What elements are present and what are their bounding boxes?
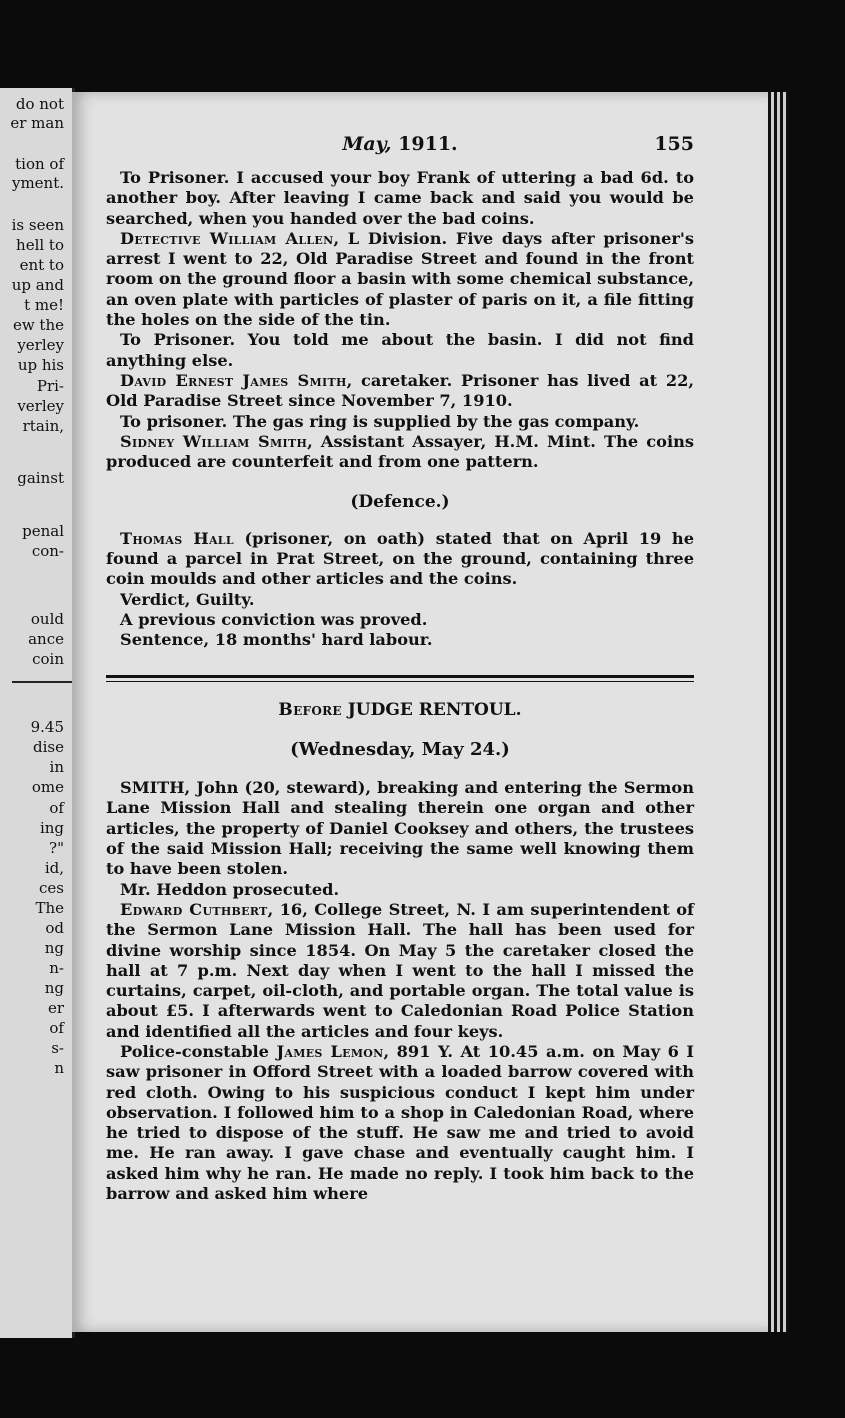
facing-page-fragment: in — [49, 758, 64, 776]
sentence: Sentence, 18 months' hard labour. — [120, 630, 433, 650]
facing-page-fragment: ng — [44, 979, 64, 997]
facing-page-fragment: of — [49, 799, 64, 817]
facing-page-fragment: hell to — [16, 236, 64, 254]
paragraph: To prisoner. The gas ring is supplied by the gas company. — [120, 411, 640, 431]
facing-page-fragment: of — [49, 1019, 64, 1037]
facing-page-fragment: ?" — [49, 839, 64, 857]
facing-page-rule — [12, 681, 72, 683]
prosecutor: Mr. Heddon prosecuted. — [120, 879, 340, 899]
divider-thick — [106, 675, 694, 678]
facing-page-fragment: er — [47, 999, 64, 1017]
facing-page-fragment: dise — [33, 738, 64, 756]
facing-page-fragment: The — [35, 899, 64, 917]
court-heading: Before JUDGE RENTOUL. — [278, 699, 522, 720]
case-heading: SMITH, John (20, steward), breaking and entering the Sermon Lane Mission Hall and stealing therein one organ and other articles, the property of Daniel Cooksey and others, the trustees of the said Mission Hall; receiving the same well knowing them to have been stolen. — [106, 778, 694, 879]
book-page — [72, 92, 772, 1332]
divider-thin — [106, 681, 694, 682]
facing-page-fragment: t me! — [24, 296, 64, 314]
paragraph: To Prisoner. I accused your boy Frank of uttering a bad 6d. to another boy. After leaving I came back and said you would be searched, when you handed over the bad coins. — [106, 168, 694, 228]
facing-page-fragment: ome — [31, 778, 64, 796]
facing-page-fragment: ent to — [19, 256, 64, 274]
facing-page-fragment: id, — [44, 859, 64, 877]
facing-page-left — [0, 88, 75, 1338]
page-content — [106, 134, 694, 1204]
facing-page-fragment: penal — [22, 522, 64, 540]
facing-page-fragment: n- — [49, 959, 64, 977]
verdict: Verdict, Guilty. — [120, 589, 255, 609]
facing-page-fragment: er man — [10, 114, 64, 132]
facing-page-fragment: is seen — [11, 216, 64, 234]
previous-conviction: A previous conviction was proved. — [120, 609, 428, 629]
witness-name: James Lemon — [276, 1041, 384, 1061]
facing-page-fragment: Pri- — [36, 377, 64, 395]
facing-page-fragment: ing — [39, 819, 64, 837]
facing-page-fragment: coin — [32, 650, 64, 668]
head-year: 1911. — [398, 133, 458, 155]
facing-page-fragment: 9.45 — [30, 718, 64, 736]
facing-page-fragment: tion of — [15, 155, 64, 173]
facing-page-fragment: yment. — [11, 174, 64, 192]
facing-page-fragment: ew the — [12, 316, 64, 334]
facing-page-fragment: od — [45, 919, 64, 937]
facing-page-fragment: verley — [17, 397, 64, 415]
section-divider — [106, 675, 694, 682]
witness-name: Sidney William Smith — [120, 431, 308, 451]
witness-name: Thomas Hall — [120, 528, 234, 548]
page-stack-edge — [768, 92, 788, 1332]
defence-heading: (Defence.) — [350, 492, 450, 513]
running-head — [106, 134, 694, 160]
facing-page-fragment: up his — [17, 356, 64, 374]
facing-page-fragment: ould — [30, 610, 64, 628]
witness-name: Edward Cuthbert — [120, 899, 268, 919]
paragraph: Detective William Allen, L Division. Five days after prisoner's arrest I went to 22, Old Paradise Street and found in the front room on the ground floor a basin with some chemical substance, an oven plate with particles of plaster of paris on it, a file fitting the holes on the side of the tin. — [106, 228, 694, 330]
paragraph: Sidney William Smith, Assistant Assayer, H.M. Mint. The coins produced are counterfeit and from one pattern. — [106, 431, 694, 472]
facing-page-fragment: ng — [44, 939, 64, 957]
facing-page-fragment: rtain, — [22, 417, 64, 435]
head-month: May, — [342, 133, 392, 155]
facing-page-fragment: ance — [28, 630, 64, 648]
witness-name: Detective William Allen — [120, 228, 334, 248]
paragraph: Police-constable James Lemon, 891 Y. At 10.45 a.m. on May 6 I saw prisoner in Offord Street with a loaded barrow covered with red cloth. Owing to his suspicious conduct I kept him under observation. I followed him to a shop in Caledonian Road, where he tried to dispose of the stuff. He saw me and tried to avoid me. He ran away. I gave chase and eventually caught him. I asked him why he ran. He made no reply. I took him back to the barrow and asked him where — [106, 1041, 694, 1204]
facing-page-fragment: ces — [39, 879, 64, 897]
paragraph: Thomas Hall (prisoner, on oath) stated that on April 19 he found a parcel in Prat Street, on the ground, containing three coin moulds and other articles and the coins. — [106, 528, 694, 589]
witness-name: David Ernest James Smith — [120, 370, 347, 390]
facing-page-fragment: yerley — [17, 336, 64, 354]
facing-page-fragment: do not — [15, 95, 64, 113]
facing-page-fragment: gainst — [17, 469, 64, 487]
sitting-date: (Wednesday, May 24.) — [290, 738, 510, 760]
paragraph: David Ernest James Smith, caretaker. Prisoner has lived at 22, Old Paradise Street since November 7, 1910. — [106, 370, 694, 411]
facing-page-fragment: con- — [31, 542, 64, 560]
page-number: 155 — [654, 133, 694, 155]
paragraph: Edward Cuthbert, 16, College Street, N. I am superintendent of the Sermon Lane Mission Hall. The hall has been used for divine worship since 1854. On May 5 the caretaker closed the hall at 7 p.m. Next day when I went to the hall I missed the curtains, carpet, oil-cloth, and portable organ. The total value is about £5. I afterwards went to Caledonian Road Police Station and identified all the articles and four keys. — [106, 899, 695, 1041]
facing-page-fragment: s- — [51, 1039, 64, 1057]
running-head-title — [106, 134, 694, 154]
paragraph: To Prisoner. You told me about the basin. I did not find anything else. — [106, 330, 694, 370]
facing-page-fragment: up and — [11, 276, 64, 294]
facing-page-fragment: n — [54, 1059, 64, 1077]
